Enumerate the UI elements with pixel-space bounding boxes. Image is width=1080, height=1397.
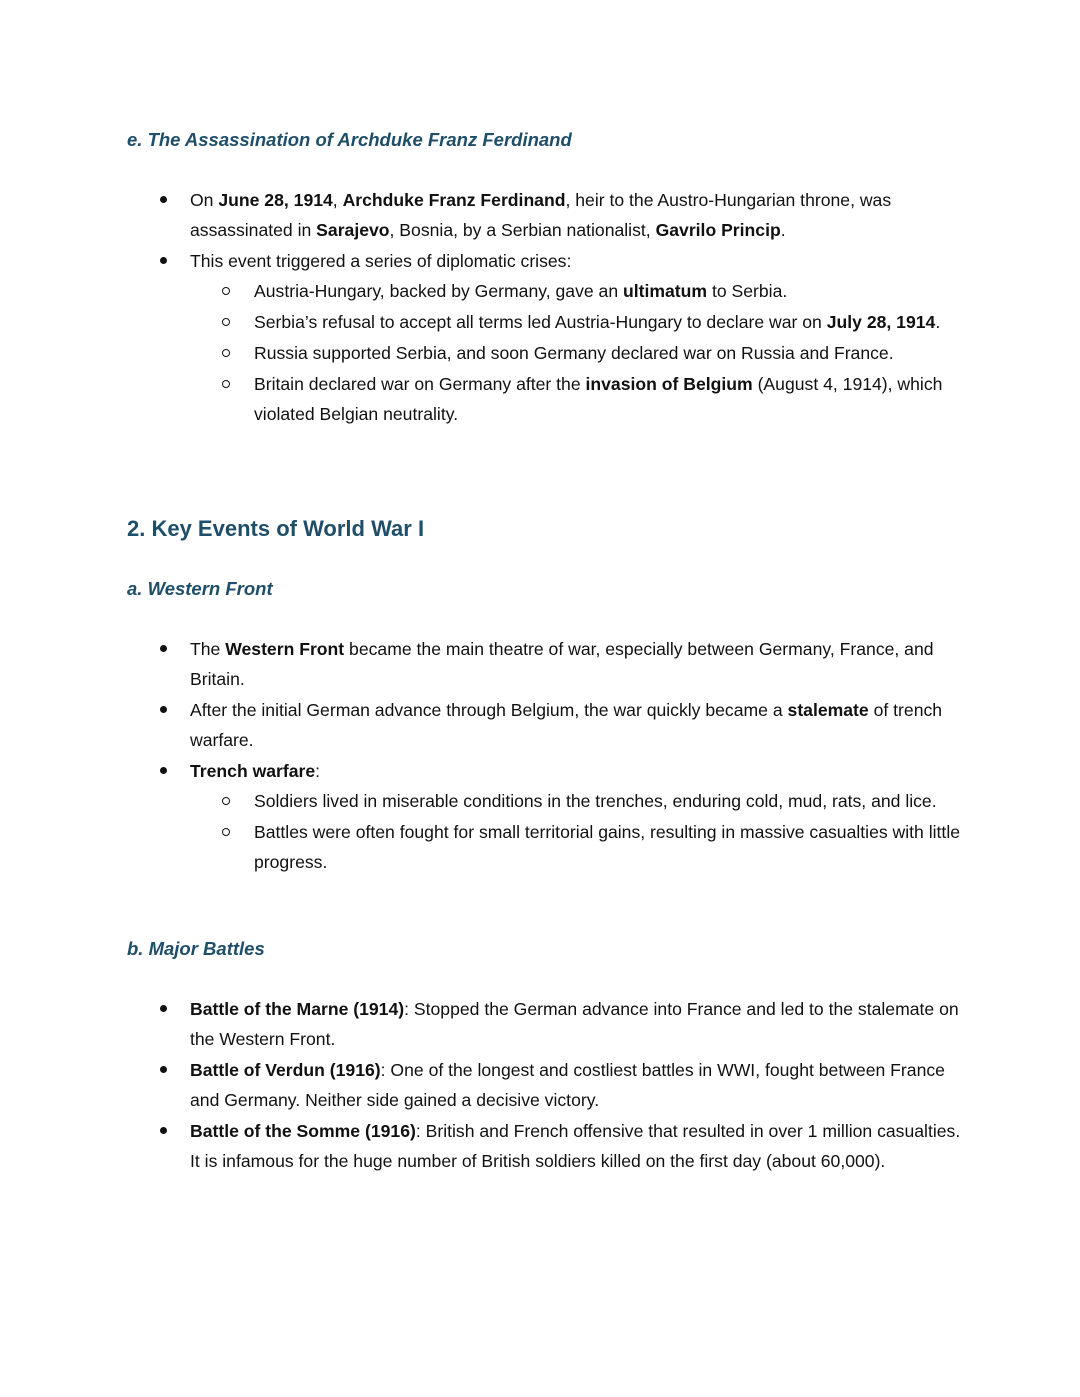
sub-list bbox=[190, 786, 965, 877]
text: : bbox=[315, 761, 321, 781]
text: This event triggered a series of diplomatic crises: bbox=[190, 251, 572, 271]
bold-text: Archduke Franz Ferdinand bbox=[342, 190, 566, 210]
section-2-heading: 2. Key Events of World War I bbox=[127, 516, 425, 541]
bullet-item bbox=[190, 756, 965, 877]
section-a-heading: a. Western Front bbox=[127, 578, 273, 599]
bold-text: Sarajevo bbox=[316, 220, 390, 240]
text: (August 4, 1914), which violated Belgian neutrality. bbox=[254, 374, 943, 424]
bullet-item bbox=[190, 185, 965, 245]
text: : British and French offensive that resulted in over 1 million casualties. It is infamous for the huge number of British soldiers killed on the first day (about 60,000). bbox=[190, 1121, 961, 1171]
text: , bbox=[332, 190, 343, 210]
sub-bullet-item bbox=[254, 338, 965, 368]
bold-text: Western Front bbox=[225, 639, 345, 659]
bold-text: June 28, 1914 bbox=[218, 190, 333, 210]
text: Battles were often fought for small territorial gains, resulting in massive casualties with little progress. bbox=[254, 822, 961, 872]
text: Serbia’s refusal to accept all terms led Austria-Hungary to declare war on bbox=[254, 312, 827, 332]
bullet-item bbox=[190, 634, 965, 694]
section-b-heading: b. Major Battles bbox=[127, 938, 265, 959]
sub-bullet-item bbox=[254, 786, 965, 816]
text: Britain declared war on Germany after the bbox=[254, 374, 586, 394]
section-e-heading: e. The Assassination of Archduke Franz Ferdinand bbox=[127, 129, 572, 150]
text: . bbox=[935, 312, 941, 332]
bold-text: invasion of Belgium bbox=[585, 374, 753, 394]
text: Russia supported Serbia, and soon Germany declared war on Russia and France. bbox=[254, 343, 894, 363]
text: became the main theatre of war, especially between Germany, France, and Britain. bbox=[190, 639, 934, 689]
sub-bullet-item bbox=[254, 817, 965, 877]
sub-list bbox=[190, 276, 965, 429]
bullet-item bbox=[190, 994, 965, 1054]
bullet-item bbox=[190, 695, 965, 755]
section-e-list bbox=[190, 185, 965, 430]
text: , heir to the Austro-Hungarian throne, was assassinated in bbox=[190, 190, 892, 240]
text: : One of the longest and costliest battles in WWI, fought between France and Germany. Neither side gained a decisive victory. bbox=[190, 1060, 945, 1110]
bullet-item bbox=[190, 246, 965, 429]
bold-text: stalemate bbox=[787, 700, 869, 720]
text: Soldiers lived in miserable conditions in the trenches, enduring cold, mud, rats, and lice. bbox=[254, 791, 937, 811]
text: After the initial German advance through Belgium, the war quickly became a bbox=[190, 700, 788, 720]
sub-bullet-item bbox=[254, 276, 965, 306]
text: On bbox=[190, 190, 219, 210]
bold-text: ultimatum bbox=[623, 281, 708, 301]
bold-text: July 28, 1914 bbox=[826, 312, 936, 332]
bullet-item bbox=[190, 1116, 965, 1176]
text: to Serbia. bbox=[707, 281, 788, 301]
sub-bullet-item bbox=[254, 307, 965, 337]
bullet-item bbox=[190, 1055, 965, 1115]
section-a-list bbox=[190, 634, 965, 878]
text: . bbox=[780, 220, 786, 240]
bold-text: Trench warfare bbox=[190, 761, 316, 781]
bold-text: Battle of Verdun (1916) bbox=[190, 1060, 381, 1080]
sub-bullet-item bbox=[254, 369, 965, 429]
text: of trench warfare. bbox=[190, 700, 943, 750]
section-b-list bbox=[190, 994, 965, 1177]
bold-text: Gavrilo Princip bbox=[655, 220, 781, 240]
bold-text: Battle of the Marne (1914) bbox=[190, 999, 405, 1019]
text: : Stopped the German advance into France and led to the stalemate on the Western Front. bbox=[190, 999, 959, 1049]
text: , Bosnia, by a Serbian nationalist, bbox=[389, 220, 656, 240]
text: Austria-Hungary, backed by Germany, gave an bbox=[254, 281, 623, 301]
bold-text: Battle of the Somme (1916) bbox=[190, 1121, 416, 1141]
text: The bbox=[190, 639, 226, 659]
